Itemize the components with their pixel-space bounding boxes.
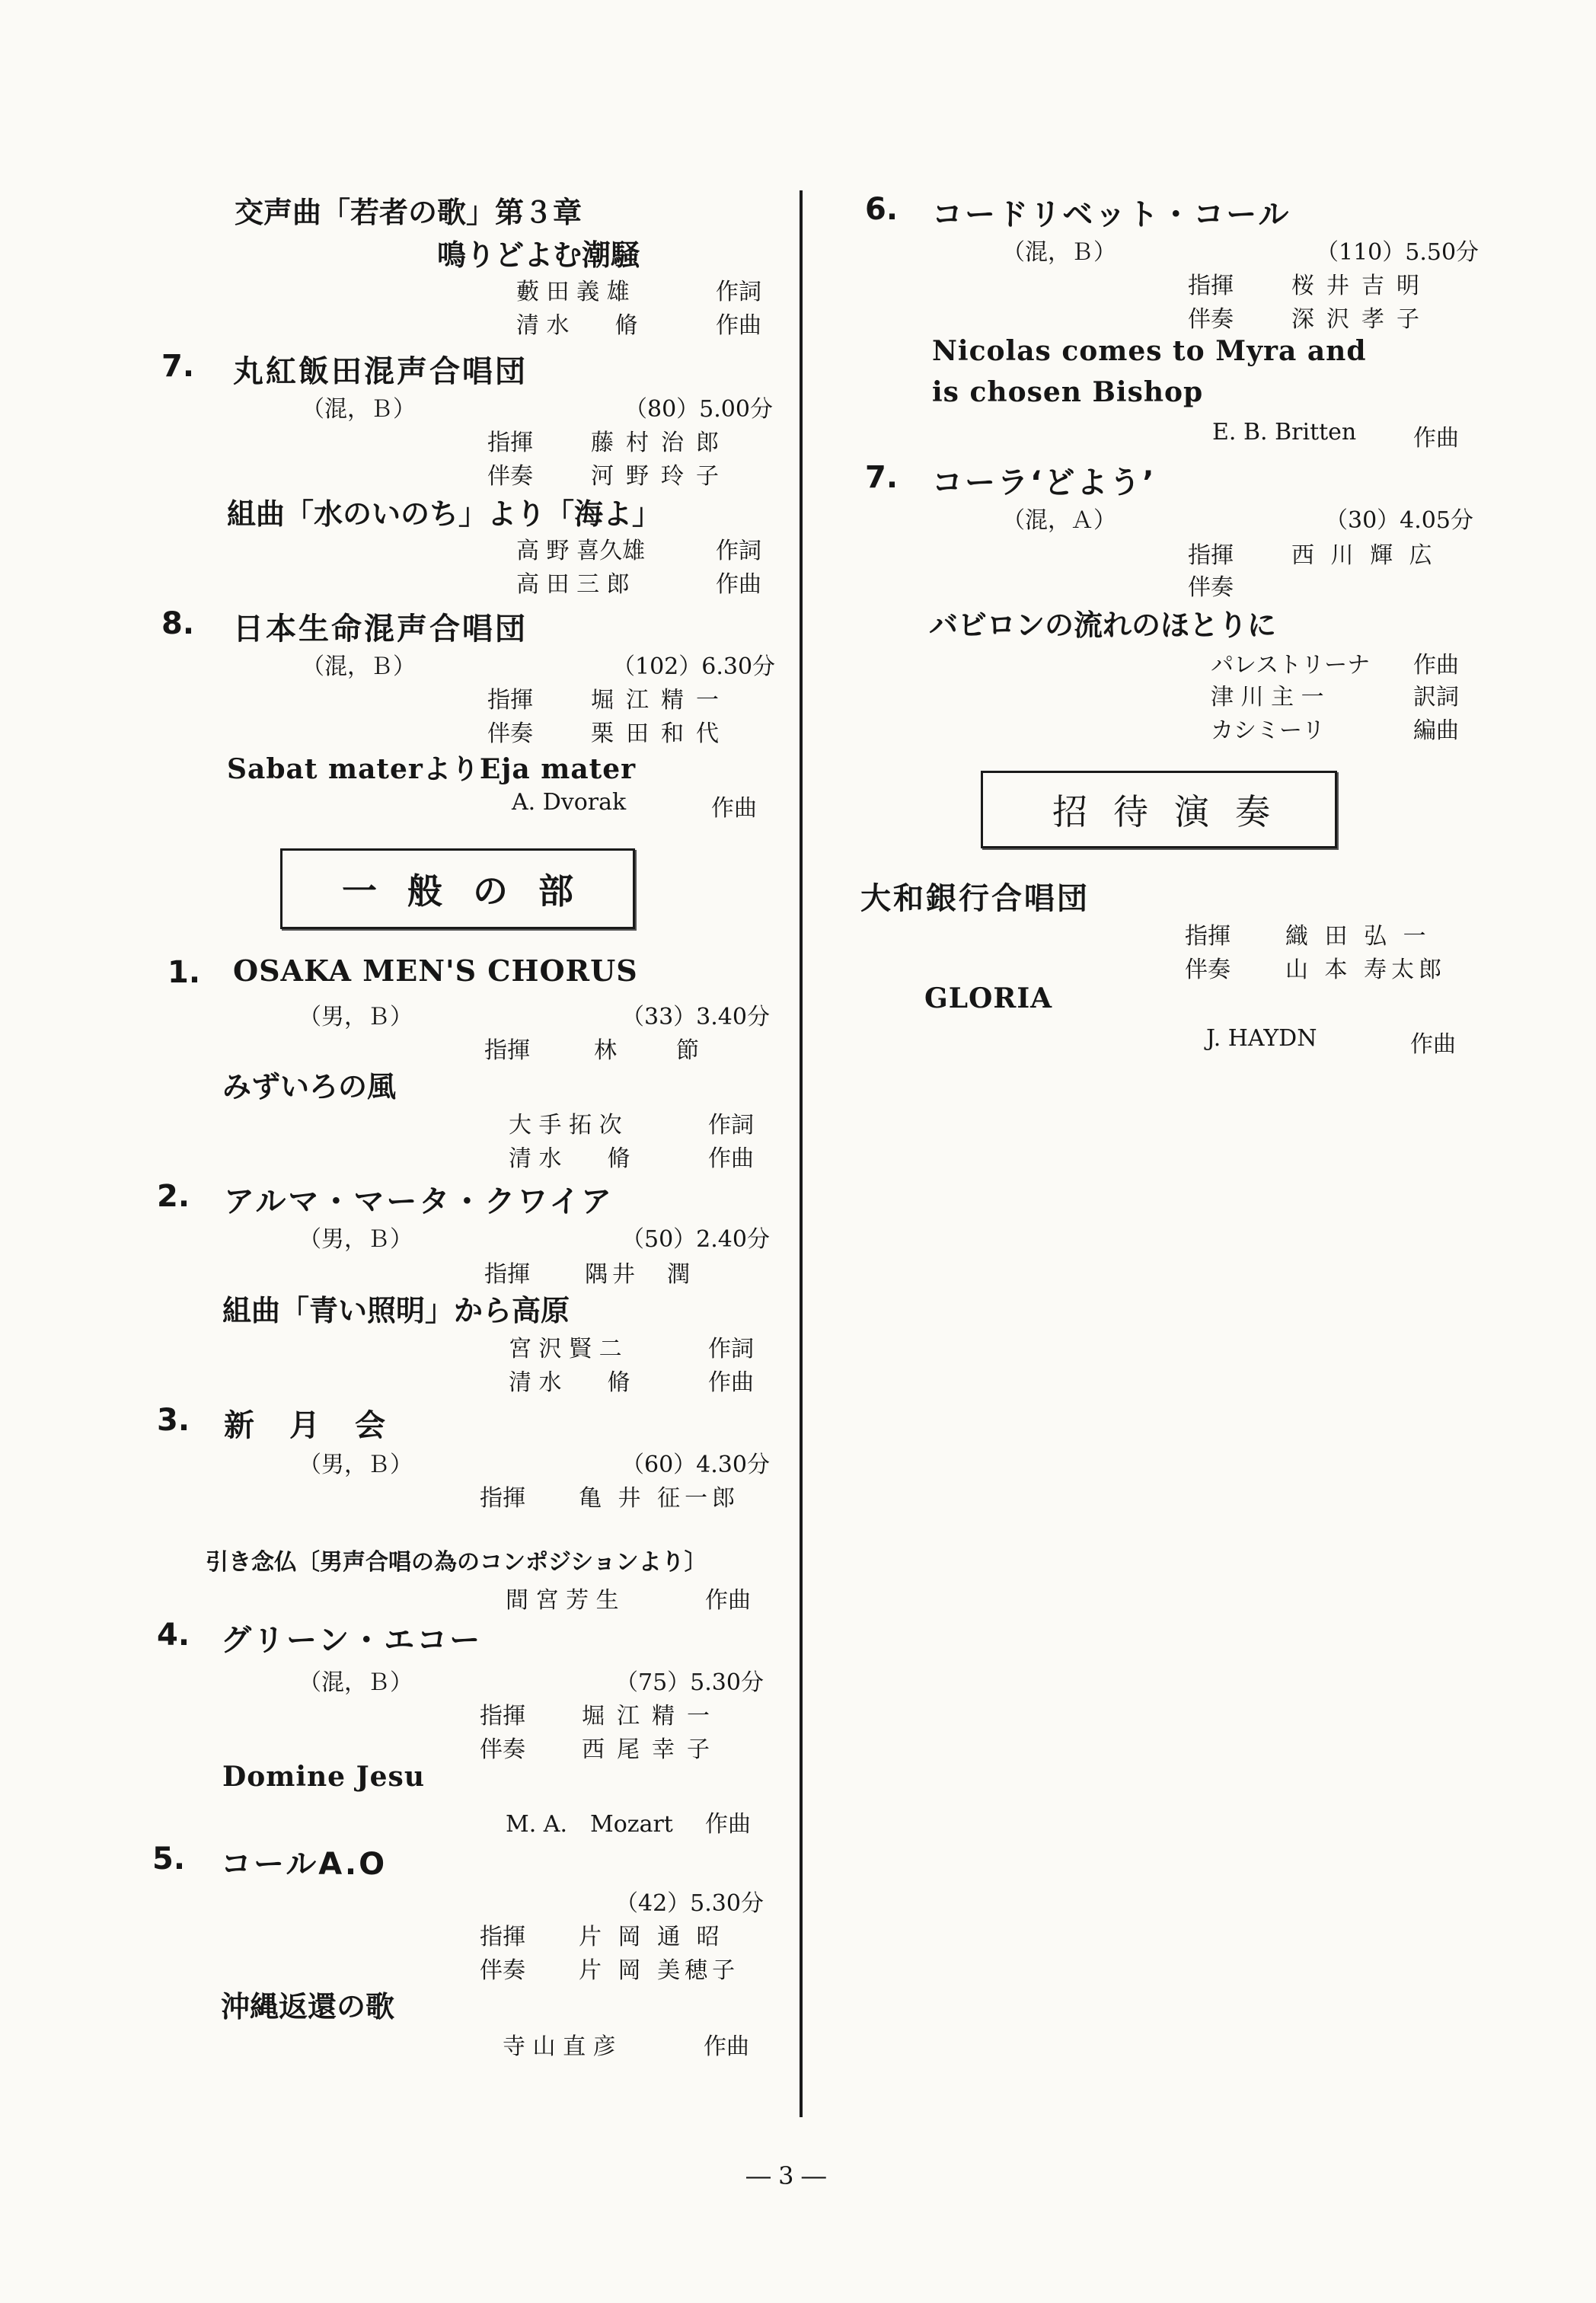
song-title: みずいろの風 xyxy=(222,1070,397,1104)
entry-number: 3. xyxy=(157,1403,190,1438)
choir-class: （男，Ｂ） xyxy=(298,1004,413,1030)
credit-role: 作曲 xyxy=(1410,1031,1456,1058)
credit-role: 作曲 xyxy=(705,1811,751,1838)
conductor-name: 亀 井 征一郎 xyxy=(579,1485,740,1512)
conductor-name: 織 田 弘 一 xyxy=(1285,923,1431,950)
accompanist-name: 河野玲子 xyxy=(591,463,731,490)
accompanist-name: 栗田和代 xyxy=(591,720,731,747)
choir-name: 丸紅飯田混声合唱団 xyxy=(233,354,528,389)
credit-name: パレストリーナ xyxy=(1211,652,1371,679)
page-number: ― 3 ― xyxy=(746,2161,826,2190)
conductor-name: 隅井 潤 xyxy=(585,1261,694,1288)
performance-time: （42）5.30分 xyxy=(615,1890,764,1917)
credit-role: 作曲 xyxy=(1413,425,1459,452)
credit-role: 作曲 xyxy=(716,571,761,598)
section-heading-general xyxy=(280,848,635,929)
accompanist-label: 伴奏 xyxy=(1185,957,1231,983)
conductor-name: 林 節 xyxy=(594,1037,704,1064)
choir-class: （混，Ｂ） xyxy=(298,1669,413,1696)
credit-name: 津 川 主 一 xyxy=(1211,684,1324,711)
entry-number: 6. xyxy=(865,192,899,227)
accompanist-label: 伴奏 xyxy=(487,463,533,490)
choir-name: OSAKA MEN'S CHORUS xyxy=(233,953,638,988)
accompanist-label: 伴奏 xyxy=(1188,574,1234,601)
credit-role: 作曲 xyxy=(708,1145,754,1172)
song-title-line1: Nicolas comes to Myra and xyxy=(932,335,1367,367)
accompanist-label: 伴奏 xyxy=(480,1957,525,1984)
entry-number: 2. xyxy=(157,1179,190,1214)
accompanist-label: 伴奏 xyxy=(1188,306,1234,333)
credit-name: A. Dvorak xyxy=(512,789,627,816)
conductor-label: 指揮 xyxy=(1185,923,1231,950)
entry-number: 1. xyxy=(168,955,201,990)
section-heading-invited xyxy=(981,771,1337,848)
credit-role: 作曲 xyxy=(704,2033,749,2060)
section-heading-text: 一般の部 xyxy=(342,870,604,912)
song-title: 交声曲「若者の歌」第３章 xyxy=(235,196,583,229)
conductor-label: 指揮 xyxy=(1188,273,1234,299)
performance-time: （110）5.50分 xyxy=(1316,239,1479,266)
section-heading-text: 招待演奏 xyxy=(1052,791,1296,832)
choir-name: コールA.O xyxy=(221,1847,388,1882)
choir-class: （混，Ｂ） xyxy=(302,653,416,680)
choir-class: （男，Ｂ） xyxy=(298,1226,413,1253)
credit-role: 作曲 xyxy=(711,795,757,822)
entry-number: 4. xyxy=(157,1618,190,1653)
credit-name: 藪 田 義 雄 xyxy=(516,279,630,305)
song-title: 引き念仏〔男声合唱の為のコンポジションより〕 xyxy=(206,1549,707,1576)
credit-role: 作詞 xyxy=(716,538,761,564)
credit-role: 作曲 xyxy=(708,1369,754,1396)
performance-time: （75）5.30分 xyxy=(615,1669,764,1696)
song-title-line2: is chosen Bishop xyxy=(932,376,1204,408)
conductor-label: 指揮 xyxy=(484,1037,530,1064)
choir-class: （混，Ｂ） xyxy=(302,396,416,423)
performance-time: （30）4.05分 xyxy=(1325,507,1473,534)
credit-role: 作曲 xyxy=(705,1587,751,1614)
credit-name: 大 手 拓 次 xyxy=(509,1112,622,1139)
choir-class: （混，Ｂ） xyxy=(1002,239,1116,266)
credit-role: 編曲 xyxy=(1413,717,1459,744)
conductor-label: 指揮 xyxy=(487,430,533,456)
column-divider xyxy=(800,190,803,2117)
choir-name: グリーン・エコー xyxy=(221,1623,483,1658)
credit-name: 間 宮 芳 生 xyxy=(506,1587,619,1614)
song-title: 沖縄返還の歌 xyxy=(221,1990,395,2024)
credit-role: 作詞 xyxy=(716,279,761,305)
credit-name: 清 水 脩 xyxy=(509,1145,630,1172)
song-title: Sabat materよりEja mater xyxy=(227,753,637,785)
choir-class: （混，Ａ） xyxy=(1002,507,1116,534)
choir-name: 日本生命混声合唱団 xyxy=(233,612,528,647)
conductor-label: 指揮 xyxy=(1188,542,1234,569)
credit-role: 作詞 xyxy=(708,1112,754,1139)
conductor-name: 堀江精一 xyxy=(582,1703,722,1730)
entry-number: 5. xyxy=(152,1841,186,1877)
accompanist-name: 西尾幸子 xyxy=(582,1736,722,1763)
accompanist-label: 伴奏 xyxy=(480,1736,525,1763)
conductor-label: 指揮 xyxy=(480,1703,525,1730)
song-title: バビロンの流れのほとりに xyxy=(929,608,1277,642)
accompanist-label: 伴奏 xyxy=(487,720,533,747)
credit-role: 作曲 xyxy=(1413,652,1459,679)
credit-role: 訳詞 xyxy=(1413,684,1459,711)
accompanist-name: 深沢孝子 xyxy=(1291,306,1432,333)
conductor-name: 藤村治郎 xyxy=(591,430,731,456)
credit-name: E. B. Britten xyxy=(1212,419,1357,446)
choir-name: 大和銀行合唱団 xyxy=(860,881,1090,916)
credit-name: 寺 山 直 彦 xyxy=(503,2033,616,2060)
choir-name: コードリベット・コール xyxy=(932,197,1291,232)
credit-name: カシミーリ xyxy=(1211,717,1325,744)
entry-number: 8. xyxy=(161,606,195,641)
conductor-name: 堀江精一 xyxy=(591,687,731,714)
song-subtitle: 鳴りどよむ潮騒 xyxy=(437,238,640,272)
credit-name: 清 水 脩 xyxy=(516,312,638,339)
choir-name: 新 月 会 xyxy=(224,1408,388,1443)
credit-name: 高 野 喜久雄 xyxy=(516,538,646,564)
song-title: Domine Jesu xyxy=(222,1761,425,1793)
entry-number: 7. xyxy=(865,460,899,495)
credit-name: 清 水 脩 xyxy=(509,1369,630,1396)
performance-time: （80）5.00分 xyxy=(624,396,773,423)
credit-role: 作曲 xyxy=(716,312,761,339)
conductor-label: 指揮 xyxy=(487,687,533,714)
accompanist-name: 片 岡 美穂子 xyxy=(579,1957,740,1984)
credit-name: 高 田 三 郎 xyxy=(516,571,630,598)
performance-time: （33）3.40分 xyxy=(621,1004,770,1030)
song-title: 組曲「青い照明」から高原 xyxy=(222,1294,570,1327)
conductor-name: 桜井吉明 xyxy=(1291,273,1432,299)
credit-name: J. HAYDN xyxy=(1206,1025,1317,1052)
credit-name: 宮 沢 賢 二 xyxy=(509,1336,622,1362)
song-title: GLORIA xyxy=(924,982,1053,1014)
credit-name: M. A. Mozart xyxy=(506,1811,673,1838)
song-title: 組曲「水のいのち」より「海よ」 xyxy=(227,497,662,531)
accompanist-name: 山 本 寿太郎 xyxy=(1285,957,1447,983)
conductor-name: 片 岡 通 昭 xyxy=(579,1924,724,1950)
conductor-label: 指揮 xyxy=(480,1924,525,1950)
conductor-name: 西 川 輝 広 xyxy=(1291,542,1437,569)
credit-role: 作詞 xyxy=(708,1336,754,1362)
performance-time: （50）2.40分 xyxy=(621,1226,770,1253)
choir-class: （男，Ｂ） xyxy=(298,1452,413,1478)
performance-time: （60）4.30分 xyxy=(621,1452,770,1478)
performance-time: （102）6.30分 xyxy=(612,653,776,680)
choir-name: アルマ・マータ・クワイア xyxy=(224,1184,614,1219)
choir-name: コーラ‘どよう’ xyxy=(932,465,1157,500)
conductor-label: 指揮 xyxy=(484,1261,530,1288)
conductor-label: 指揮 xyxy=(480,1485,525,1512)
entry-number: 7. xyxy=(161,349,195,384)
